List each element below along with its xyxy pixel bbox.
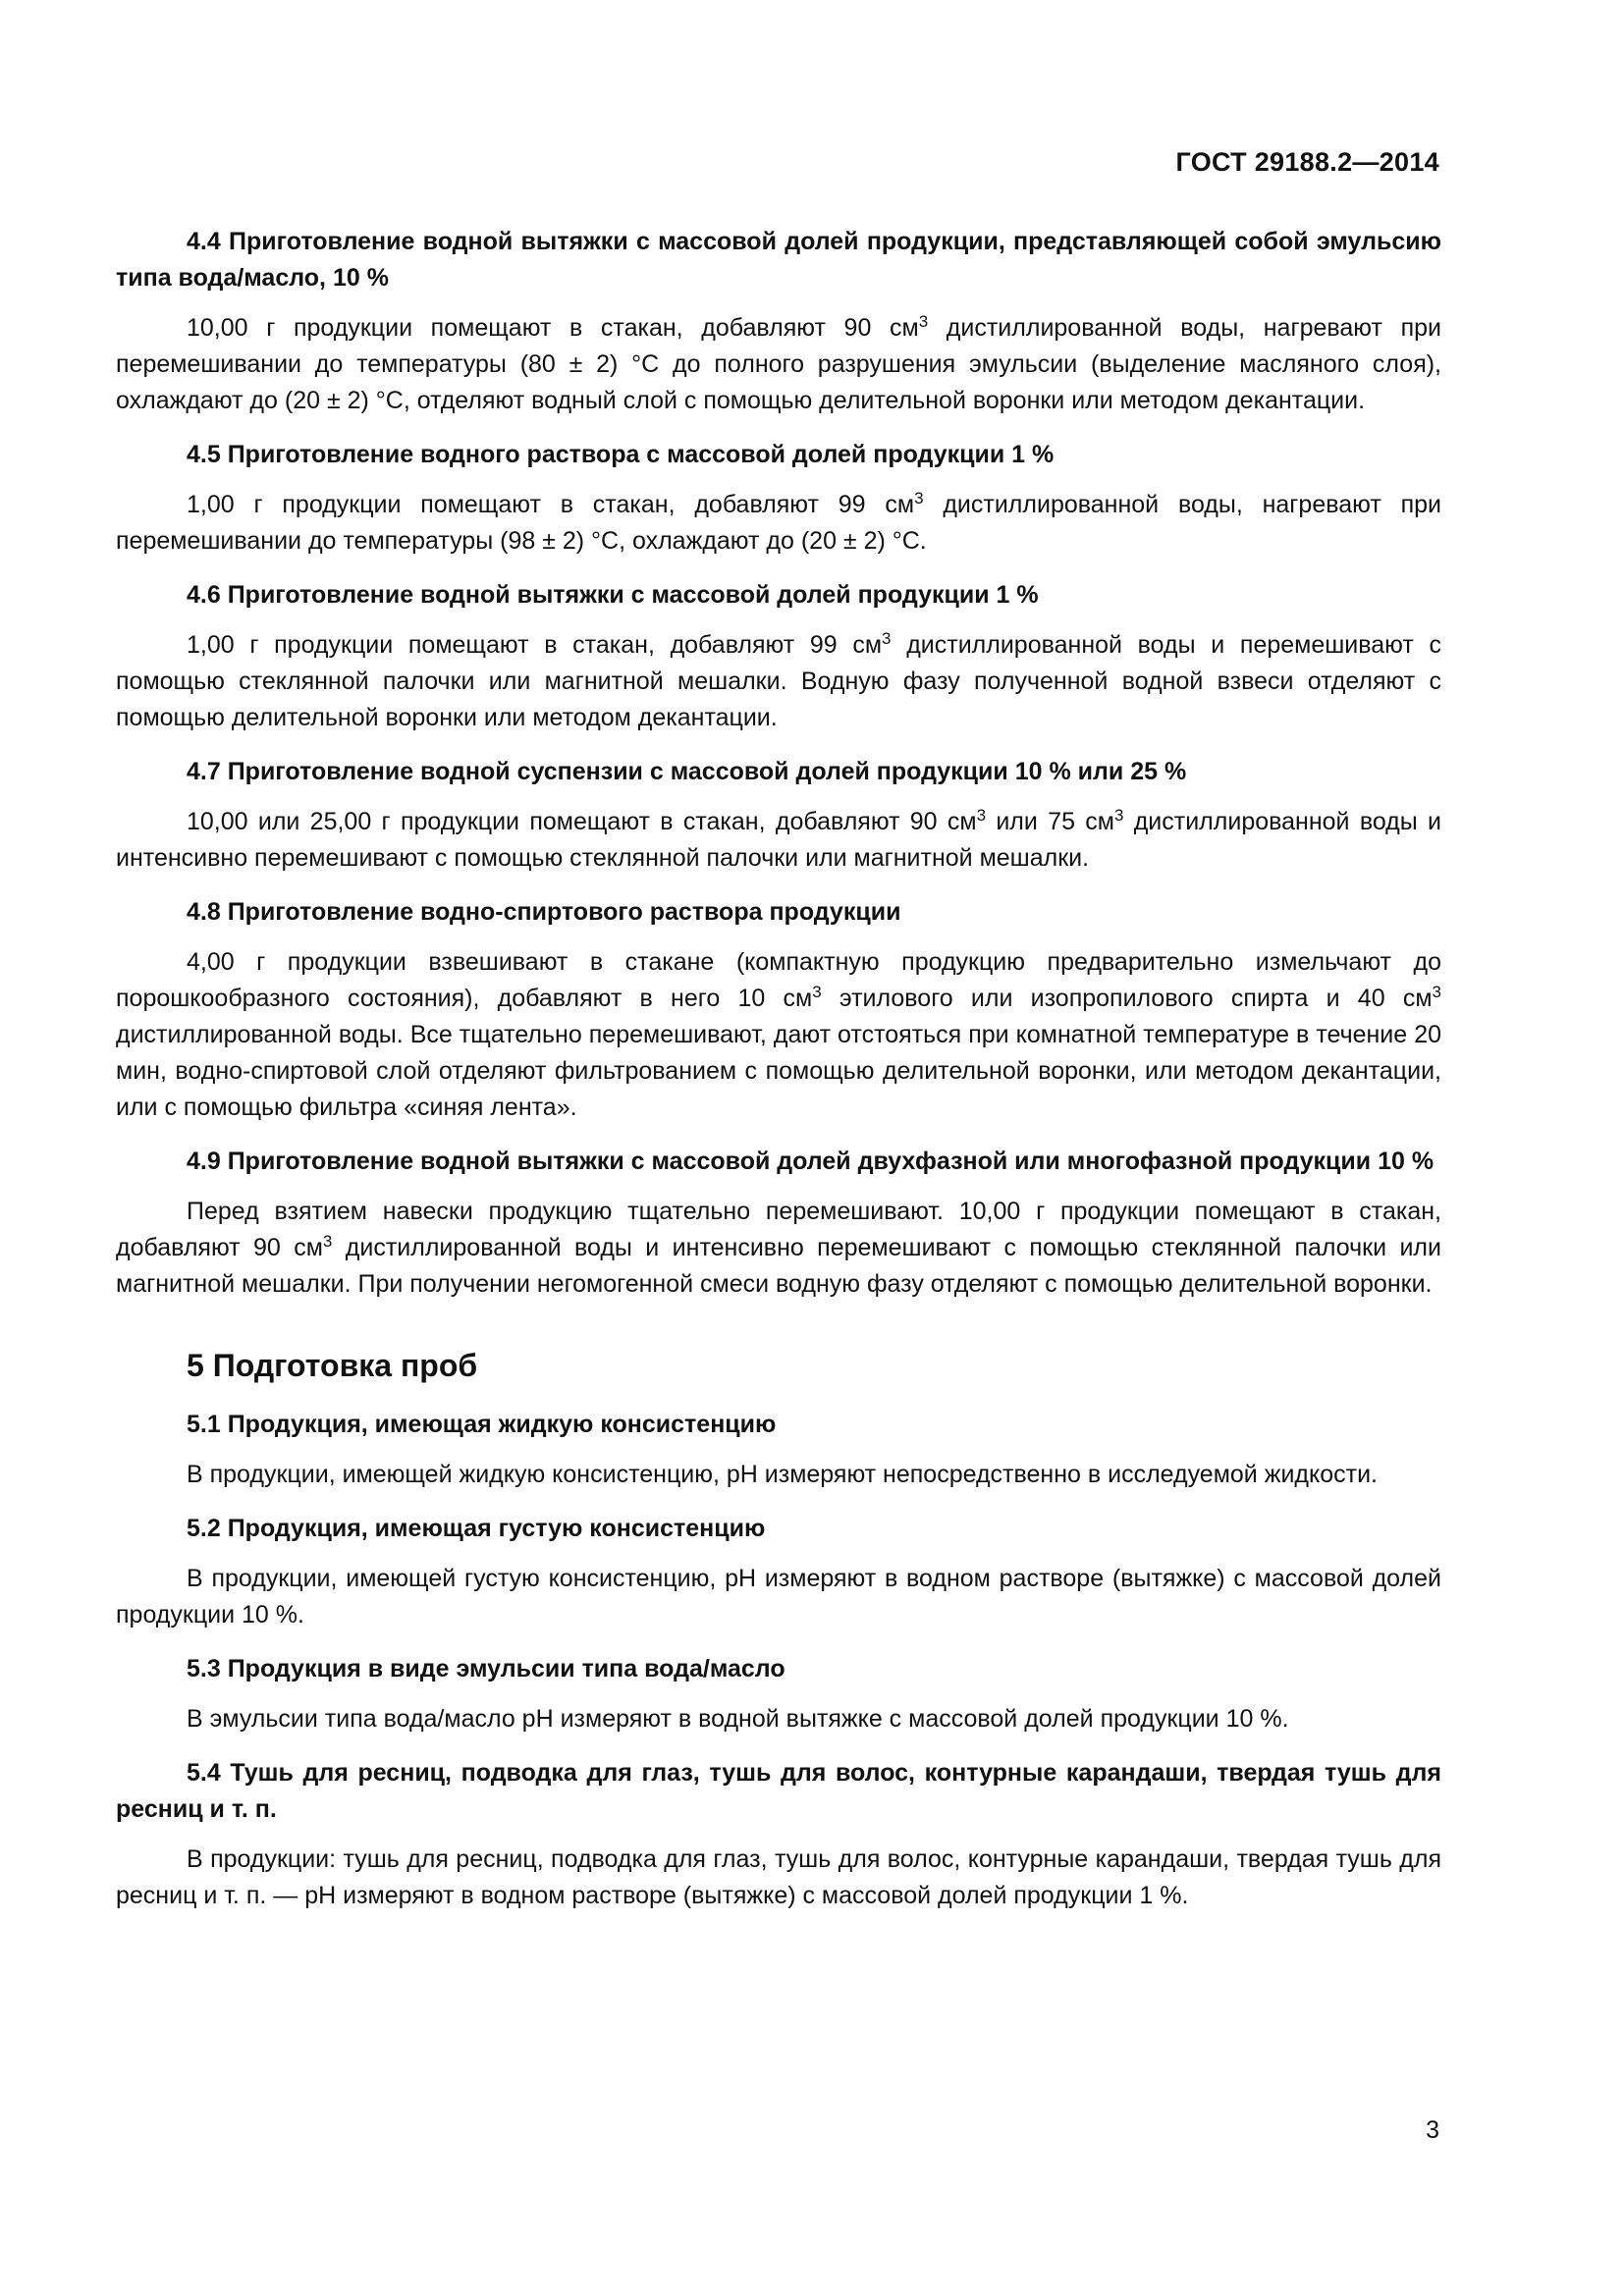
document-code: ГОСТ 29188.2—2014 bbox=[1175, 147, 1439, 177]
subsection-4-5-title: 4.5 Приготовление водного раствора с массовой долей продукции 1 % bbox=[187, 441, 1055, 468]
subsection-5-2-title: 5.2 Продукция, имеющая густую консистенцию bbox=[187, 1515, 766, 1542]
page-number: 3 bbox=[1426, 2116, 1439, 2144]
subsection-5-2-text: В продукции, имеющей густую консистенцию, рН измеряют в водном растворе (вытяжке) с массовой долей продукции 10 %. bbox=[116, 1565, 1441, 1629]
subsection-5-3-text: В эмульсии типа вода/масло рН измеряют в водной вытяжке с массовой долей продукции 10 %. bbox=[187, 1705, 1289, 1733]
subsection-4-6-text: 1,00 г продукции помещают в стакан, добавляют 99 $см^3$ дистиллированной воды и перемешивают с помощью стеклянной палочки или магнитной мешалки. Водную фазу полученной водной взвеси отделяют с помощью делительной воронки или методом декантации. bbox=[116, 629, 1441, 731]
subsection-4-4-title: 4.4 Приготовление водной вытяжки с массовой долей продукции, представляющей собой эмульсию типа вода/масло, 10 % bbox=[116, 228, 1441, 292]
subsection-5-3-title: 5.3 Продукция в виде эмульсии типа вода/масло bbox=[187, 1655, 785, 1682]
subsection-4-4-text: 10,00 г продукции помещают в стакан, добавляют 90 $см^3$ дистиллированной воды, нагревают при перемешивании до температуры (80 ± 2) °С до полного разрушения эмульсии (выделение масляного слоя), охлаждают до (20 ± 2) °С, отделяют водный слой с помощью делительной воронки или методом декантации. bbox=[116, 312, 1441, 414]
subsection-4-8-text: 4,00 г продукции взвешивают в стакане (компактную продукцию предварительно измельчают до порошкообразного состояния), добавляют в него 10 $см^3$ этилового или изопропилового спирта и 40 $см^3$ дистиллированной воды. Все тщательно перемешивают, дают отстояться при комнатной температуре в течение 20 мин, водно-спиртовой слой отделяют фильтрованием с помощью делительной воронки, или методом декантации, или с помощью фильтра «синяя лента». bbox=[116, 948, 1441, 1121]
subsection-4-9-text: Перед взятием навески продукцию тщательно перемешивают. 10,00 г продукции помещают в стакан, добавляют 90 $см^3$ дистиллированной воды и интенсивно перемешивают с помощью стеклянной палочки или магнитной мешалки. При получении негомогенной смеси водную фазу отделяют с помощью делительной воронки. bbox=[116, 1198, 1441, 1298]
section-5-title: 5 Подготовка проб bbox=[187, 1348, 478, 1383]
subsection-4-5-text: 1,00 г продукции помещают в стакан, добавляют 99 $см^3$ дистиллированной воды, нагревают при перемешивании до температуры (98 ± 2) °С, охлаждают до (20 ± 2) °С. bbox=[116, 489, 1442, 555]
subsection-4-8-title: 4.8 Приготовление водно-спиртового раствора продукции bbox=[187, 898, 901, 926]
subsection-5-4-title: 5.4 Тушь для ресниц, подводка для глаз, тушь для волос, контурные карандаши, твердая тушь для ресниц и т. п. bbox=[116, 1759, 1441, 1823]
subsection-4-6-title: 4.6 Приготовление водной вытяжки с массовой долей продукции 1 % bbox=[187, 581, 1039, 609]
subsection-4-7-title: 4.7 Приготовление водной суспензии с массовой долей продукции 10 % или 25 % bbox=[187, 758, 1187, 785]
document-body bbox=[116, 224, 1441, 1932]
subsection-4-9-title: 4.9 Приготовление водной вытяжки с массовой долей двухфазной или многофазной продукции 10 % bbox=[187, 1148, 1435, 1175]
subsection-4-7-text: 10,00 или 25,00 г продукции помещают в стакан, добавляют 90 $см^3$ или 75 $см^3$ дистиллированной воды и интенсивно перемешивают с помощью стеклянной палочки или магнитной мешалки. bbox=[116, 806, 1441, 872]
subsection-5-1-title: 5.1 Продукция, имеющая жидкую консистенцию bbox=[187, 1411, 777, 1438]
subsection-5-4-text: В продукции: тушь для ресниц, подводка для глаз, тушь для волос, контурные карандаши, твердая тушь для ресниц и т. п. — рН измеряют в водном растворе (вытяжке) с массовой долей продукции 1 %. bbox=[116, 1845, 1441, 1909]
subsection-5-1-text: В продукции, имеющей жидкую консистенцию, рН измеряют непосредственно в исследуемой жидкости. bbox=[187, 1461, 1378, 1488]
